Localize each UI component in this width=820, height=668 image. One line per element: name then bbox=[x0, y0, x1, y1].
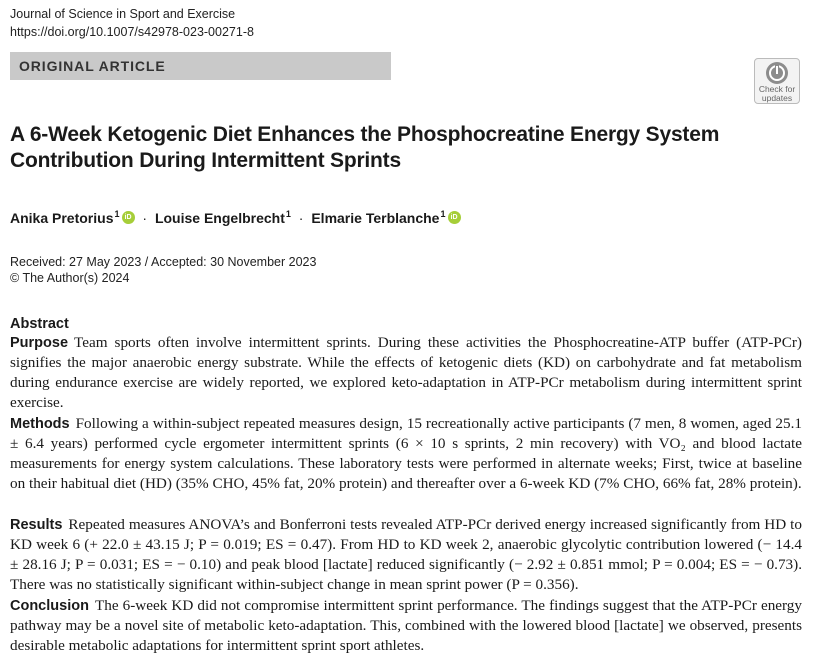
section-text: Following a within-subject repeated measures design, 15 recreationally active participants (7 men, 8 women, aged 25.1 ± 6.4 years) performed cycle ergometer intermittent sprints (6 × 10 s sprints, 2 min recovery) with VO₂ and blood lactate measurements for energy system calculations. These laboratory tests were performed in alternate weeks; First, twice at baseline on their habitual diet (HD) (35% CHO, 45% fat, 20% protein) and thereafter over a 6-week KD (7% CHO, 66% fat, 28% protein). bbox=[10, 415, 802, 492]
article-type-banner: ORIGINAL ARTICLE bbox=[10, 52, 391, 80]
section-text: The 6-week KD did not compromise intermittent sprint performance. The findings suggest that the ATP-PCr energy pathway may be a novel site of metabolic keto-adaptation. This, combined with the lowered blood [lactate] we observed, presents desirable metabolic adaptations for intermittent sprint sport athletes. bbox=[10, 597, 802, 654]
section-label: Purpose bbox=[10, 335, 69, 351]
author-name: Louise Engelbrecht bbox=[154, 210, 285, 226]
journal-name: Journal of Science in Sport and Exercise bbox=[10, 7, 236, 21]
check-for-updates-badge[interactable] bbox=[754, 58, 800, 104]
author-name: Anika Pretorius bbox=[10, 210, 114, 226]
orcid-icon[interactable] bbox=[448, 211, 461, 224]
check-for-updates-icon bbox=[766, 62, 788, 84]
orcid-icon[interactable] bbox=[122, 211, 135, 224]
author-name: Elmarie Terblanche bbox=[311, 210, 440, 226]
abstract-heading: Abstract bbox=[10, 316, 69, 332]
copyright-notice: © The Author(s) 2024 bbox=[10, 271, 130, 285]
abstract-conclusion bbox=[10, 596, 802, 656]
author-affiliation: 1 bbox=[440, 209, 446, 219]
check-for-updates-label: Check for updates bbox=[758, 84, 796, 103]
author-separator: · bbox=[298, 210, 304, 226]
abstract-purpose bbox=[10, 333, 802, 413]
section-label: Conclusion bbox=[10, 598, 89, 614]
paper-title: A 6-Week Ketogenic Diet Enhances the Phosphocreatine Energy System Contribution During Intermittent Sprints bbox=[10, 123, 720, 172]
section-text: Team sports often involve intermittent sprints. During these activities the Phosphocreatine-ATP buffer (ATP-PCr) signifies the major anaerobic energy substrate. While the effects of ketogenic diets (KD) on carbohydrate and fat metabolism during endurance exercise are widely reported, we explored keto-adaptation in ATP-PCr metabolism during intermittent sprint exercise. bbox=[10, 334, 802, 411]
author-affiliation: 1 bbox=[285, 209, 291, 219]
publication-dates: Received: 27 May 2023 / Accepted: 30 November 2023 bbox=[10, 255, 317, 269]
author-affiliation: 1 bbox=[114, 209, 120, 219]
section-text: Repeated measures ANOVA’s and Bonferroni tests revealed ATP-PCr derived energy increased significantly from HD to KD week 6 (+ 22.0 ± 43.15 J; P = 0.019; ES = 0.47). From HD to KD week 2, anaerobic glycolytic contribution lowered (− 14.4 ± 28.16 J; P = 0.031; ES = − 0.10) and peak blood [lactate] reduced significantly (− 2.92 ± 0.851 mmol; P = 0.004; ES = − 0.73). There was no statistically significant within-subject change in mean sprint power (P = 0.356). bbox=[10, 516, 802, 593]
author-separator: · bbox=[142, 210, 148, 226]
abstract-methods bbox=[10, 414, 802, 494]
abstract-results bbox=[10, 515, 802, 595]
doi-link[interactable]: https://doi.org/10.1007/s42978-023-00271-8 bbox=[10, 25, 254, 39]
section-label: Methods bbox=[10, 416, 70, 432]
author-list bbox=[10, 204, 461, 228]
section-label: Results bbox=[10, 517, 63, 533]
